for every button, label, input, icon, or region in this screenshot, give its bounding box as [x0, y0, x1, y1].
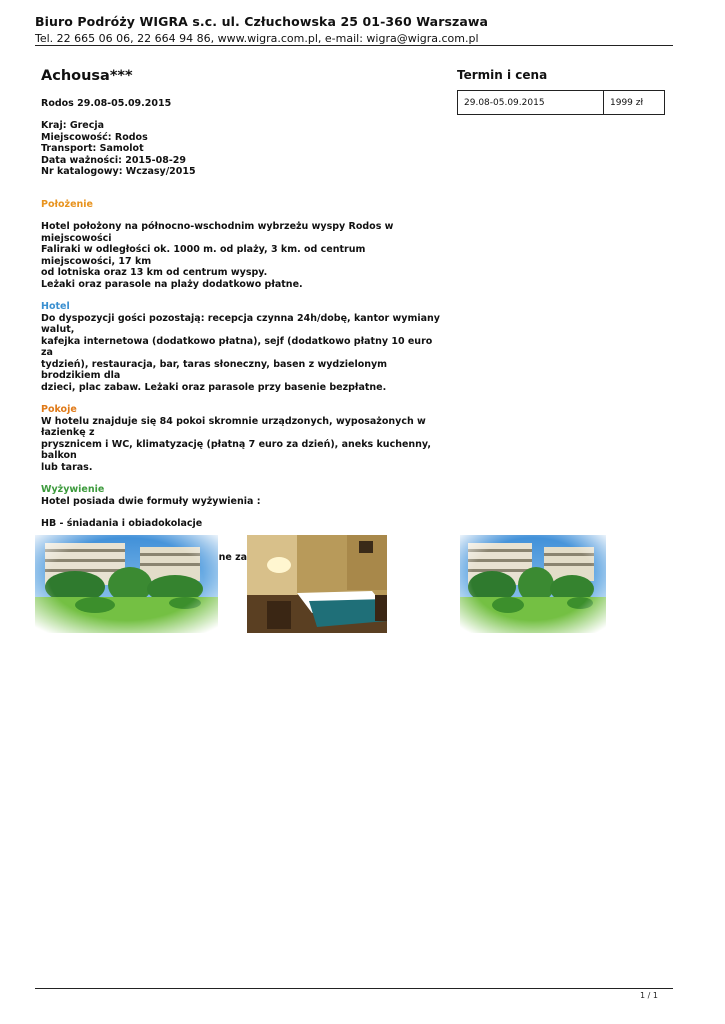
text-line: kafejka internetowa (dodatkowo płatna), sejf (dodatkowo płatny 10 euro za	[41, 335, 433, 358]
section-title: Położenie	[41, 198, 93, 210]
meta-transport: Transport: Samolot	[41, 143, 144, 154]
meta-city: Miejscowość: Rodos	[41, 131, 148, 143]
header-divider	[35, 45, 673, 46]
section-pokoje	[41, 404, 441, 473]
text-line: za	[235, 552, 248, 563]
price-table	[457, 90, 665, 115]
offer-title: Achousa***	[41, 68, 133, 84]
company-contact: Tel. 22 665 06 06, 22 664 94 86, www.wigra.com.pl, e-mail: wigra@wigra.com.pl	[35, 32, 479, 45]
meta-catalog-number: Nr katalogowy: Wczasy/2015	[41, 166, 196, 177]
meta-validity: Data ważności: 2015-08-29	[41, 154, 186, 166]
text-line: tydzień), restauracja, bar, taras słoneczny, basen z wydzielonym brodzikiem dla	[41, 358, 388, 381]
offer-details	[41, 68, 441, 586]
text-line: W hotelu znajduje się 84 pokoi skromnie urządzonych, wyposażonych w łazienkę z	[41, 415, 426, 438]
text-line: dzieci, plac zabaw. Leżaki oraz parasole przy basenie bezpłatne.	[41, 381, 387, 393]
text-line: prysznicem i WC, klimatyzację (płatną 7 euro za dzień), aneks kuchenny, balkon	[41, 438, 431, 461]
text-line: od lotniska oraz 13 km od centrum wyspy.	[41, 267, 268, 278]
section-body	[41, 221, 441, 290]
section-body	[41, 416, 441, 474]
meta-country: Kraj: Grecja	[41, 120, 105, 131]
text-line: Hotel posiada dwie formuły wyżywienia :	[41, 495, 261, 507]
section-hotel	[41, 301, 441, 393]
text-line: Faliraki w odległości ok. 1000 m. od plaży, 3 km. od centrum miejscowości, 17 km	[41, 244, 366, 267]
company-name: Biuro Podróży WIGRA s.c. ul. Człuchowska 25 01-360 Warszawa	[35, 14, 489, 29]
section-wyzywienie	[41, 484, 441, 530]
footer-divider	[35, 988, 673, 989]
offer-meta	[41, 120, 441, 178]
section-title: Pokoje	[41, 404, 77, 415]
term-price-cell: 1999 zł	[604, 91, 665, 115]
term-and-price	[457, 68, 665, 108]
text-line: Hotel położony na północno-wschodnim wybrzeżu wyspy Rodos w miejscowości	[41, 221, 394, 244]
hotel-exterior-photo-2	[460, 535, 606, 633]
text-line: Leżaki oraz parasole na plaży dodatkowo płatne.	[41, 278, 303, 290]
hotel-room-photo	[247, 535, 387, 633]
hotel-exterior-photo	[35, 535, 218, 633]
page-number: 1 / 1	[640, 991, 658, 1000]
section-body	[41, 496, 441, 530]
table-row	[458, 91, 665, 115]
section-polozenie	[41, 199, 441, 291]
section-title: Wyżywienie	[41, 484, 105, 495]
text-line: HB - śniadania i obiadokolacje	[41, 518, 203, 529]
text-line: lub taras.	[41, 461, 93, 473]
offer-dates: Rodos 29.08-05.09.2015	[41, 98, 172, 109]
term-title: Termin i cena	[457, 68, 548, 82]
section-title: Hotel	[41, 301, 70, 312]
text-line: Do dyspozycji gości pozostają: recepcja czynna 24h/dobę, kantor wymiany walut,	[41, 312, 440, 335]
header	[35, 14, 673, 45]
section-body	[41, 313, 441, 394]
term-date-cell: 29.08-05.09.2015	[458, 91, 604, 115]
